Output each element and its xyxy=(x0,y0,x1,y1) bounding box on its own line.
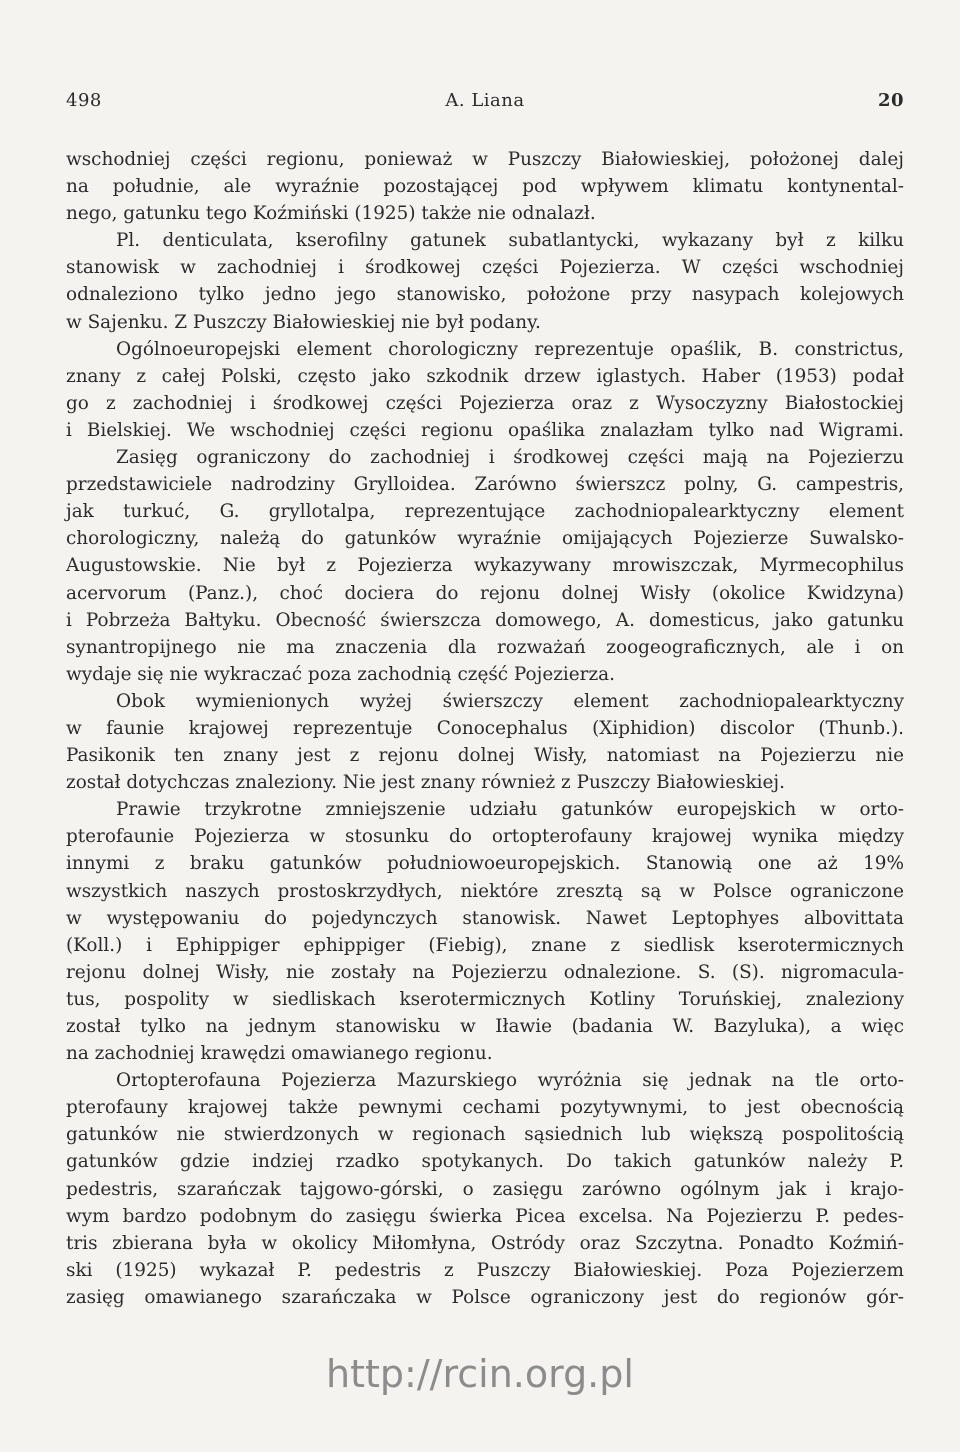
text-line: pedestris, szarańczak tajgowo-górski, o zasięgu zarówno ogólnym jak i krajo- xyxy=(66,1178,904,1200)
source-url[interactable]: http://rcin.org.pl xyxy=(326,1352,634,1396)
text-line: nego, gatunku tego Koźmiński (1925) także nie odnalazł. xyxy=(66,203,596,225)
text-line: acervorum (Panz.), choć dociera do rejonu dolnej Wisły (okolice Kwidzyna) xyxy=(66,582,904,604)
text-line: i Pobrzeża Bałtyku. Obecność świerszcza domowego, A. domesticus, jako gatunku xyxy=(66,609,904,631)
text-line: Zasięg ograniczony do zachodniej i środkowej części mają na Pojezierzu xyxy=(116,447,904,469)
page-number: 498 xyxy=(66,90,102,111)
text-line: ski (1925) wykazał P. pedestris z Puszczy Białowieskiej. Poza Pojezierzem xyxy=(66,1259,904,1281)
text-line: Augustowskie. Nie był z Pojezierza wykazywany mrowiszczak, Myrmecophilus xyxy=(66,555,904,577)
text-line: rejonu dolnej Wisły, nie zostały na Pojezierzu odnalezione. S. (S). nigromacula- xyxy=(66,961,904,983)
text-line: pterofaunie Pojezierza w stosunku do ortopterofauny krajowej wynika między xyxy=(66,826,904,848)
text-line: został dotychczas znaleziony. Nie jest znany również z Puszczy Białowieskiej. xyxy=(66,772,785,794)
document-page xyxy=(66,90,904,1311)
text-line: został tylko na jednym stanowisku w Iławie (badania W. Bazyluka), a więc xyxy=(66,1016,904,1037)
text-line: innymi z braku gatunków południowoeuropejskich. Stanowią one aż 19% xyxy=(66,853,904,875)
text-line: przedstawiciele nadrodziny Grylloidea. Zarówno świerszcz polny, G. campestris, xyxy=(66,474,904,496)
text-line: synantropijnego nie ma znaczenia dla rozważań zoogeograficznych, ale i on xyxy=(66,636,904,658)
running-header xyxy=(66,90,904,116)
text-line: znany z całej Polski, często jako szkodnik drzew iglastych. Haber (1953) podał xyxy=(66,365,904,387)
text-line: w Sajenku. Z Puszczy Białowieskiej nie był podany. xyxy=(66,311,541,333)
text-line: go z zachodniej i środkowej części Pojezierza oraz z Wysoczyzny Białostockiej xyxy=(66,392,904,414)
text-line: Prawie trzykrotne zmniejszenie udziału gatunków europejskich w orto- xyxy=(116,799,904,821)
text-line: wydaje się nie wykraczać poza zachodnią część Pojezierza. xyxy=(66,663,615,685)
text-line: zasięg omawianego szarańczaka w Polsce ograniczony jest do regionów gór- xyxy=(66,1286,904,1308)
text-line: wym bardzo podobnym do zasięgu świerka Picea excelsa. Na Pojezierzu P. pedes- xyxy=(66,1205,904,1227)
text-line: wszystkich naszych prostoskrzydłych, niektóre zresztą są w Polsce ograniczone xyxy=(66,880,904,902)
text-line: gatunków nie stwierdzonych w regionach sąsiednich lub większą pospolitością xyxy=(66,1124,904,1146)
text-line: i Bielskiej. We wschodniej części regionu opaślika znalazłam tylko nad Wigrami. xyxy=(66,419,904,441)
text-line: wschodniej części regionu, ponieważ w Puszczy Białowieskiej, położonej dalej xyxy=(66,149,904,170)
text-line: tus, pospolity w siedliskach kserotermicznych Kotliny Toruńskiej, znaleziony xyxy=(66,988,904,1010)
text-line: odnaleziono tylko jedno jego stanowisko, położone przy nasypach kolejowych xyxy=(66,284,904,306)
text-line: w występowaniu do pojedynczych stanowisk. Nawet Leptophyes albovittata xyxy=(66,907,904,929)
text-line: na południe, ale wyraźnie pozostającej pod wpływem klimatu kontynental- xyxy=(66,176,904,198)
text-line: jak turkuć, G. gryllotalpa, reprezentujące zachodniopalearktyczny element xyxy=(66,501,904,523)
text-line: Ortopterofauna Pojezierza Mazurskiego wyróżnia się jednak na tle orto- xyxy=(116,1070,904,1092)
text-line: stanowisk w zachodniej i środkowej części Pojezierza. W części wschodniej xyxy=(66,257,904,279)
text-line: gatunków gdzie indziej rzadko spotykanych. Do takich gatunków należy P. xyxy=(66,1151,904,1173)
text-line: chorologiczny, należą do gatunków wyraźnie omijających Pojezierze Suwalsko- xyxy=(66,528,904,550)
text-line: (Koll.) i Ephippiger ephippiger (Fiebig), znane z siedlisk kserotermicznych xyxy=(66,934,904,956)
body-text xyxy=(66,146,904,1311)
text-line: Pasikonik ten znany jest z rejonu dolnej Wisły, natomiast na Pojezierzu nie xyxy=(66,745,904,767)
text-line: tris zbierana była w okolicy Miłomłyna, Ostródy oraz Szczytna. Ponadto Koźmiń- xyxy=(66,1232,904,1254)
text-line: pterofauny krajowej także pewnymi cechami pozytywnymi, to jest obecnością xyxy=(66,1097,904,1119)
text-line: Pl. denticulata, kserofilny gatunek subatlantycki, wykazany był z kilku xyxy=(116,230,904,252)
text-line: Obok wymienionych wyżej świerszczy element zachodniopalearktyczny xyxy=(116,690,904,712)
running-title: A. Liana xyxy=(445,90,525,111)
text-line: na zachodniej krawędzi omawianego regionu. xyxy=(66,1043,493,1065)
page-number-right: 20 xyxy=(877,90,904,111)
text-line: Ogólnoeuropejski element chorologiczny reprezentuje opaślik, B. constrictus, xyxy=(116,338,904,360)
text-line: w faunie krajowej reprezentuje Conocephalus (Xiphidion) discolor (Thunb.). xyxy=(66,717,904,739)
